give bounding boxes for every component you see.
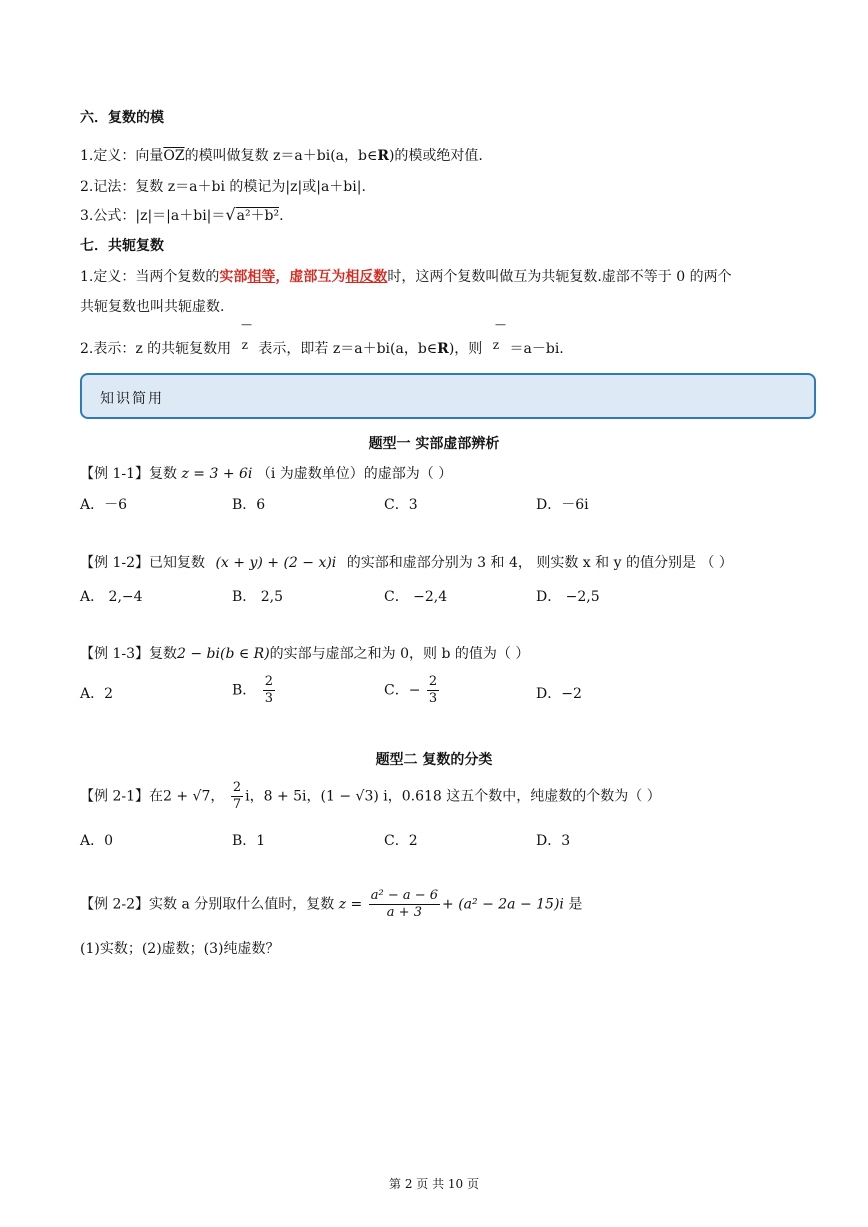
section7-representation: 2.表示：z 的共轭复数用 z 表示，即若 z＝a＋bi(a，b∈R)，则 z ＝a－bi. bbox=[80, 338, 564, 357]
example-2-1-option-c[interactable]: C．2 bbox=[384, 833, 418, 849]
banner-label: 知识简用 bbox=[100, 391, 164, 407]
section6-definition: 1.定义：向量$\overline{OZ}$的模叫做复数 z＝a＋bi(a，b∈R)的模或绝对值. bbox=[80, 148, 483, 164]
example-1-1-stem: 【例 1-1】复数 z = 3 + 6i （i 为虚数单位）的虚部为（ ） bbox=[80, 466, 453, 482]
fraction-two-thirds: $\frac{2}{3}$ bbox=[264, 674, 274, 706]
example-2-2-stem: 【例 2-2】实数 a 分别取什么值时，复数 z = $\frac{\text{a² − a − 6}}{a + 3}$ + (a² − 2a − 15)i 是 bbox=[80, 888, 583, 920]
example-1-2-stem: 【例 1-2】已知复数 (x + y) + (2 − x)i 的实部和虚部分别为 3 和 4， 则实数 x 和 y 的值分别是 （ ） bbox=[80, 555, 733, 571]
section7-definition: 1.定义：当两个复数的实部相等，虚部互为相反数时，这两个复数叫做互为共轭复数.虚部不等于 0 的两个 bbox=[80, 269, 732, 285]
example-1-2-option-a[interactable]: A． 2,−4 bbox=[80, 589, 143, 605]
type2-title: 题型二 复数的分类 bbox=[375, 752, 493, 768]
knowledge-banner bbox=[80, 373, 816, 419]
example-1-2-option-d[interactable]: D． −2,5 bbox=[536, 589, 600, 605]
example-1-3-option-d[interactable]: D．−2 bbox=[536, 686, 582, 702]
vector-oz: $\overline{OZ}$ bbox=[163, 148, 185, 164]
zbar-overline-mark-2: — bbox=[495, 318, 506, 331]
example-2-1-option-b[interactable]: B．1 bbox=[232, 833, 266, 849]
section7-heading: 七．共轭复数 bbox=[80, 238, 164, 254]
section6-heading: 六．复数的模 bbox=[80, 110, 164, 126]
example-1-2-option-b[interactable]: B． 2,5 bbox=[232, 589, 284, 605]
section6-notation: 2.记法：复数 z＝a＋bi 的模记为|z|或|a＋bi|. bbox=[80, 179, 366, 195]
z-conjugate: z bbox=[241, 338, 248, 352]
example-1-1-option-d[interactable]: D．－6i bbox=[536, 497, 589, 513]
example-1-3-option-c[interactable]: C．− $\frac{2}{3}$ bbox=[384, 674, 438, 706]
example-1-3-stem: 【例 1-3】复数2 − bi(b ∈ R)的实部与虚部之和为 0，则 b 的值为（ ） bbox=[80, 646, 530, 662]
example-2-1-option-d[interactable]: D．3 bbox=[536, 833, 571, 849]
z-conjugate-2: z bbox=[492, 338, 500, 352]
example-2-1-stem: 【例 2-1】在2 + √7， $\frac{2}{7}$ i，8 + 5i，(1 − √3) i，0.618 这五个数中，纯虚数的个数为（ ） bbox=[80, 780, 661, 812]
zbar-overline-mark-1: — bbox=[241, 318, 252, 331]
example-1-3-option-b[interactable]: B． $\frac{2}{3}$ bbox=[232, 674, 274, 706]
example-2-1-option-a[interactable]: A．0 bbox=[80, 833, 114, 849]
fraction-two-thirds-neg: $\frac{2}{3}$ bbox=[428, 674, 438, 706]
fraction-a-expression: $\frac{\text{a² − a − 6}}{a + 3}$ bbox=[370, 888, 439, 920]
page-footer: 第 2 页 共 10 页 bbox=[389, 1177, 479, 1191]
example-1-1-option-a[interactable]: A．－6 bbox=[80, 497, 128, 513]
example-1-1-option-b[interactable]: B．6 bbox=[232, 497, 266, 513]
example-1-3-option-a[interactable]: A．2 bbox=[80, 686, 114, 702]
section6-formula: 3.公式：|z|＝|a＋bi|＝√a²＋b². bbox=[80, 205, 284, 224]
type1-title: 题型一 实部虚部辨析 bbox=[368, 436, 500, 452]
example-1-2-option-c[interactable]: C． −2,4 bbox=[384, 589, 448, 605]
sqrt-radicand: a²＋b² bbox=[236, 208, 280, 224]
example-2-2-questions: (1)实数；(2)虚数；(3)纯虚数？ bbox=[80, 941, 280, 957]
section7-definition-cont: 共轭复数也叫共轭虚数. bbox=[80, 299, 225, 315]
example-1-1-option-c[interactable]: C．3 bbox=[384, 497, 418, 513]
fraction-two-sevenths: $\frac{2}{7}$ bbox=[232, 780, 242, 812]
